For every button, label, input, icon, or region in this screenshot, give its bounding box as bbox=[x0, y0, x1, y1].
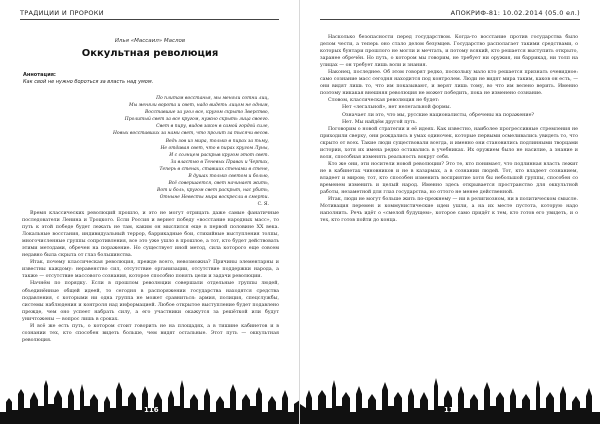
paragraph: И всё же есть путь, о котором стоит говорить не на площадях, а в тишине кабинетов и в сознании тех, кто способен видеть больше, чем видят остальные. Этот путь — оккультная революция. bbox=[22, 323, 279, 343]
paragraph: Наконец, последнее. Об этом говорят редко, поскольку мало кто решается признать очевидное: само сознание масс сегодня находится под контролем. Люди не видят мира таким, каков он есть, — они видят лишь то, что им показывают, и верят лишь тому, во что им велено верить. Именно поэтому никакая внешняя революция не может победить, пока не изменено сознание. bbox=[320, 70, 578, 97]
article-title: Оккультная революция bbox=[81, 48, 219, 59]
paragraph: Начнём по порядку. Если в прошлом революции совершали отдельные группы людей, объединённые общей идеей, то сегодня в распоряжении государства находятся средства подавления, с которыми ни одна группа не может сравниться: армия, полиция, спецслужбы, системы наблюдения и контроля над информацией. Любое открытое выступление будет подавлено прежде, чем оно успеет набрать силу, а его участники окажутся за решёткой или будут уничтожены — вопрос лишь в сроках. bbox=[22, 281, 279, 322]
poem-line: Не отдавая свет, что в пирах кругом Луны, bbox=[160, 145, 269, 151]
paragraph: Итак, люди не могут больше жить по-прежнему — ни в религиозном, ни в политическом смысле. Мотивация перемен и коммунистические идеи ушли, а на их месте пустота, которую надо наполнить. Речь идёт о «смелой будущем», которое само придёт к тем, кто готов его увидеть, и о тех, кто готов пойти до конца. bbox=[320, 197, 578, 224]
article-author: Илья «Массаил» Маслов bbox=[114, 38, 186, 44]
right-body-text bbox=[320, 34, 578, 224]
quote-line: Означает ли это, что мы, русские националисты, обречены на поражение? bbox=[342, 112, 534, 118]
city-skyline-decoration bbox=[300, 372, 600, 424]
left-body-text bbox=[22, 210, 279, 344]
paragraph: Кто же они, эти носители новой революции? Это те, кто понимает, что подлинная власть лежит не в кабинетах чиновников и не в казармах, а в сознании людей. Тот, кто владеет сознанием, владеет и миром; тот, кто способен изменить восприятие хотя бы небольшой группы, способен со временем изменить и целый народ. Именно здесь открывается пространство для оккультной работы, незаметной для глаз государства, но оттого не менее действенной. bbox=[320, 161, 578, 196]
poem-line: Всё совершается, свет начинает жить, bbox=[168, 181, 269, 187]
quote-line: Нет. Мы найдём другой путь. bbox=[342, 119, 418, 125]
paragraph: Время классических революций прошло, и это не могут отрицать даже самые фанатичные последователи Ленина и Троцкого. Если Россия и вернет победу «восстание народных масс», то путь к этой победе будет лежать не там, каким он мыслился еще в первой половине XX века. Локальные восстания, индивидуальный террор, баррикадные бои, стихийные выступления толпы, многочисленные группы сопротивления, все это уже ушло в прошлое, а тот, кто будет действовать этими методами, обречен на поражение. Но существует иной метод, сила которого еще совсем недавно была скрыта от глаз большинства. bbox=[22, 211, 279, 259]
poem-line: Пролитый свет за все кругом, нужно скрыть лица своего. bbox=[124, 117, 269, 123]
page-number-right: 117 bbox=[444, 406, 459, 414]
paragraph: Насколько безопасности перед государством. Когда-то восстание против государства было делом чести, а теперь оно стало делом безумцев. Государство располагает такими средствами, о которых бунтари прошлого не могли и мечтать, и потому всякий, кто решается выступить открыто, заранее обречён. Но путь, о котором мы говорим, не требует ни оружия, ни баррикад, ни толп на улицах — он требует лишь воли и знания. bbox=[320, 35, 578, 69]
poem-line: И с солнцем раскрыв кругом этот свет. bbox=[169, 152, 269, 158]
poem-line: Отныне Невесты мира воскресли в смерти. bbox=[159, 195, 269, 201]
epigraph-poem bbox=[69, 95, 269, 209]
poem-line: Мы меняли ворота и свет, надо видеть лицом не одним, bbox=[128, 103, 269, 109]
paragraph: Словом, классическая революция не будет: bbox=[328, 98, 440, 104]
poem-signature: С. Я. bbox=[257, 202, 269, 208]
poem-line: Вот и боль, кругом свет раскрыт, нас убить, bbox=[157, 188, 269, 194]
running-header-title: ТРАДИЦИИ И ПРОРОКИ bbox=[20, 9, 104, 17]
annotation-text: Как свой не нужно бороться за власть над умом. bbox=[23, 79, 154, 85]
poem-line: В душах только светом и болью, bbox=[188, 174, 269, 180]
running-header-issue: АПОКРИФ-81: 10.02.2014 (05.0 eл.) bbox=[450, 9, 580, 17]
poem-line: Теперь в стенах, ставших стенами в стене, bbox=[159, 166, 269, 172]
running-header-left bbox=[20, 8, 279, 20]
running-header-right bbox=[320, 8, 580, 20]
poem-line: Свет в пиру, видов закон в самой гордой силе, bbox=[156, 124, 269, 130]
page-number-left: 116 bbox=[144, 406, 159, 414]
right-page bbox=[300, 0, 600, 424]
poem-line: За властью в Теневых Правах и Чертах, bbox=[170, 159, 269, 165]
poem-line: Новых восставших за нами свет, что пролит за тысячи весов. bbox=[112, 131, 269, 137]
poem-line: Ведь зов из мира, только в пирах за тьму, bbox=[165, 138, 269, 144]
paragraph: Поговорим о новой стратегии и её идеях. Как известно, наиболее прогрессивные стремления не приходили сверху, они рождались в умах одиночек, которые первыми осмеливались увидеть то, что скрыто от всех. Такие люди существовали всегда, и именно они становились подлинными творцами истории, хотя их имена редко оставались в учебниках. Их оружием было не насилие, а знание и воля, способная изменять реальность вокруг себя. bbox=[320, 126, 578, 160]
quote-line: Нет «легальной», нет нелегальной формы. bbox=[342, 105, 452, 111]
city-skyline-decoration bbox=[0, 372, 300, 424]
poem-line: Восставшие за угол все, кругом скрыто Зверство, bbox=[145, 110, 269, 116]
poem-line: По плитам восстанья, мы меняли сотни лиц, bbox=[156, 96, 269, 101]
annotation-heading: Аннотация: bbox=[23, 72, 56, 78]
paragraph: Итак, почему классическая революция, прежде всего, невозможна? Причины элементарны и известны каждому: неравенство сил, отсутствие организации, отсутствие поддержки народа, а также — отсутствие массового сознания, которое способно понять цели и задачи революции. bbox=[22, 260, 279, 280]
